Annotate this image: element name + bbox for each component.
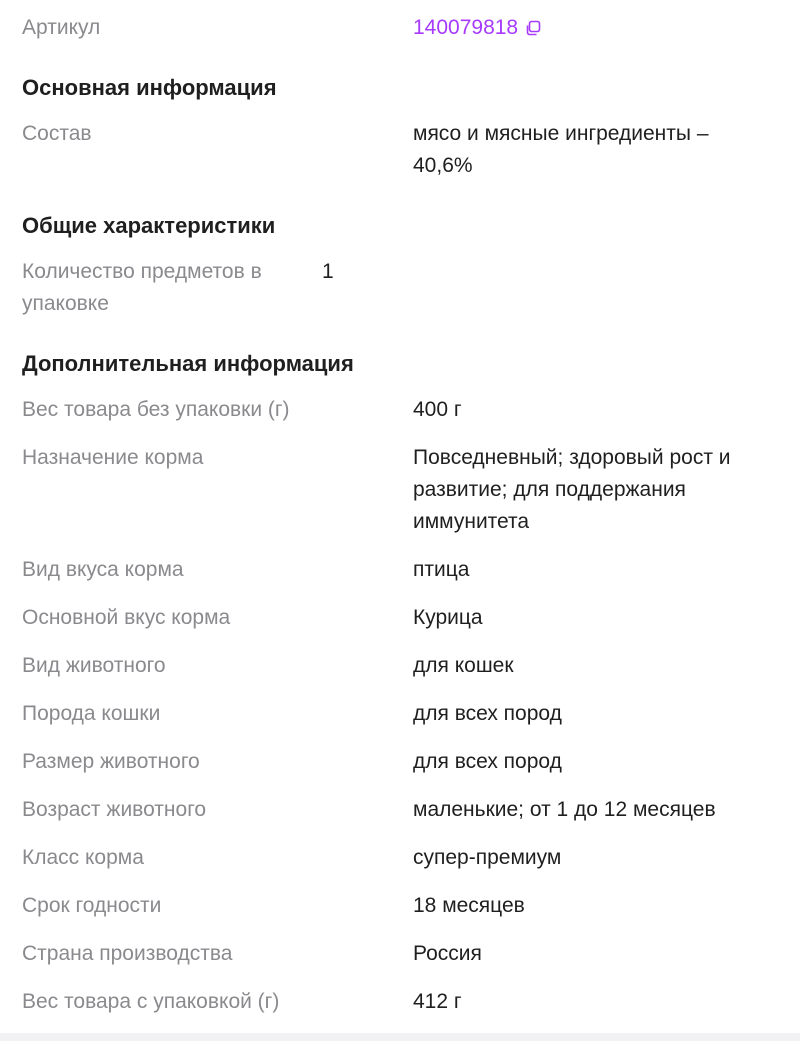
article-value[interactable] xyxy=(413,12,778,44)
spec-value: Россия xyxy=(413,942,482,965)
spec-row xyxy=(22,890,778,922)
section-title-general: Общие характеристики xyxy=(22,213,276,238)
spec-value: Повседневный; здоровый рост и развитие; для поддержания иммунитета xyxy=(413,446,731,533)
spec-label: Срок годности xyxy=(22,894,162,917)
spec-row xyxy=(22,442,778,538)
spec-row xyxy=(22,118,778,182)
spec-value: для всех пород xyxy=(413,750,562,773)
bottom-divider xyxy=(0,1033,800,1041)
spec-label: Страна производства xyxy=(22,942,233,965)
spec-value: 412 г xyxy=(413,990,462,1013)
spec-row xyxy=(22,394,778,426)
spec-row xyxy=(22,698,778,730)
spec-value: 400 г xyxy=(413,398,462,421)
article-row xyxy=(22,12,778,44)
spec-value: супер-премиум xyxy=(413,846,562,869)
section-title-main-info: Основная информация xyxy=(22,75,277,100)
spec-label: Вес товара без упаковки (г) xyxy=(22,398,290,421)
spec-label: Класс корма xyxy=(22,846,144,869)
spec-value: птица xyxy=(413,558,470,581)
spec-row xyxy=(22,650,778,682)
section-title-additional: Дополнительная информация xyxy=(22,351,354,376)
spec-label: Порода кошки xyxy=(22,702,161,725)
spec-value: Курица xyxy=(413,606,483,629)
spec-row xyxy=(22,842,778,874)
spec-row xyxy=(22,794,778,826)
spec-label: Вид вкуса корма xyxy=(22,558,184,581)
spec-row xyxy=(22,746,778,778)
article-label: Артикул xyxy=(22,16,101,39)
copy-icon[interactable] xyxy=(524,19,542,37)
spec-value: 18 месяцев xyxy=(413,894,525,917)
spec-row xyxy=(22,602,778,634)
spec-row xyxy=(22,554,778,586)
spec-label: Количество предметов в упаковке xyxy=(22,260,262,315)
spec-label: Вес товара с упаковкой (г) xyxy=(22,990,280,1013)
spec-value: для кошек xyxy=(413,654,514,677)
spec-label: Назначение корма xyxy=(22,446,204,469)
spec-value: маленькие; от 1 до 12 месяцев xyxy=(413,798,716,821)
spec-row xyxy=(22,256,778,320)
spec-label: Основной вкус корма xyxy=(22,606,231,629)
spec-label: Вид животного xyxy=(22,654,166,677)
spec-row xyxy=(22,938,778,970)
spec-label: Состав xyxy=(22,122,92,145)
spec-label: Размер животного xyxy=(22,750,200,773)
spec-value: мясо и мясные ингредиенты – 40,6% xyxy=(413,122,709,177)
spec-value: для всех пород xyxy=(413,702,562,725)
spec-value: 1 xyxy=(322,260,334,283)
article-number[interactable]: 140079818 xyxy=(413,16,519,39)
spec-row xyxy=(22,986,778,1018)
spec-label: Возраст животного xyxy=(22,798,207,821)
